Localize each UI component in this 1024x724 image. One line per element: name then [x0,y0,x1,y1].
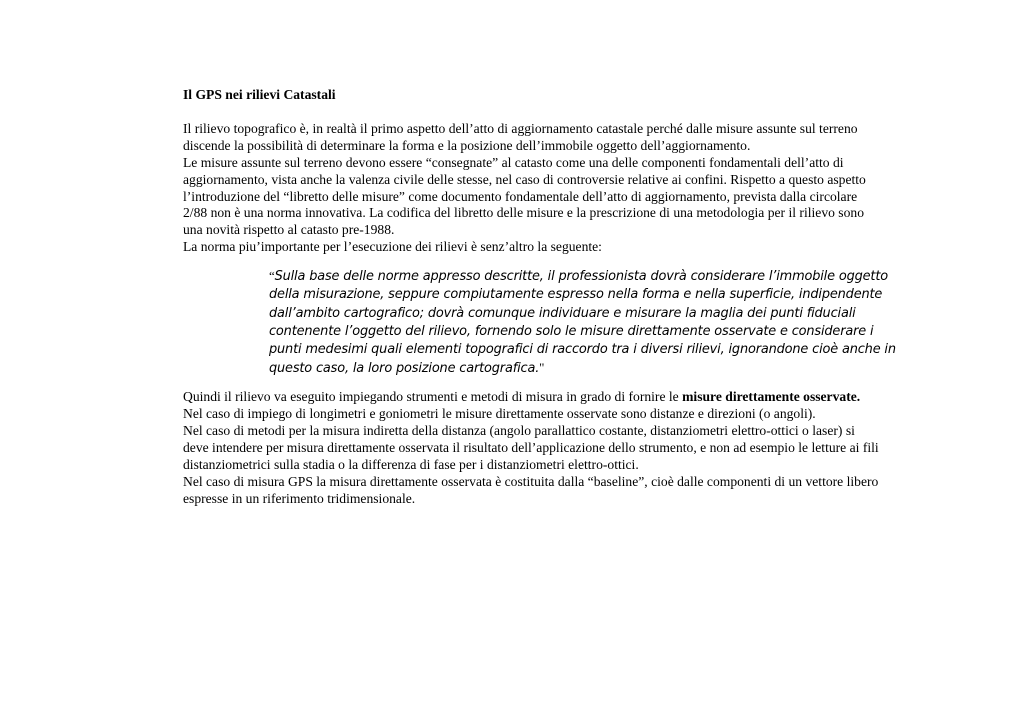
quote-text: Sulla base delle norme appresso descritte, il professionista dovrà considerare l’immobile oggetto della misurazione, seppure compiutamente espresso nella forma e nella superficie, indipendente dall’ambito cartografico; dovrà comunque individuare e misurare la maglia dei punti fiduciali contenente l’oggetto del rilievo, fornendo solo le misure direttamente osservate e considerare i punti medesimi quali elementi topografici di raccordo tra i diversi rilievi, ignorandone cioè anche in questo caso, la loro posizione cartografica. [269,269,896,377]
quote-open-mark: “ [269,269,275,284]
paragraph-misura-indiretta: Nel caso di metodi per la misura indiretta della distanza (angolo parallattico costante, distanziometri elettro-ottici o laser) si deve intendere per misura direttamente osservata il risultato dell’applicazione dello strumento, e non ad esempio le letture ai fili distanziometrici sulla stadia o la differenza di fase per i distanziometri elettro-ottici. [183,423,879,472]
document-body [183,87,896,508]
paragraph-consegnate: Le misure assunte sul terreno devono essere “consegnate” al catasto come una delle componenti fondamentali dell’atto di aggiornamento, vista anche la valenza civile delle stesse, nel caso di controversie relative ai confini. Rispetto a questo aspetto l’introduzione del “libretto delle misure” come documento fondamentale dell’atto di aggiornamento, prevista dalla circolare 2/88 non è una norma innovativa. La codifica del libretto delle misure e la prescrizione di una metodologia per il rilievo sono una novità rispetto al catasto pre-1988. [183,154,866,238]
paragraph-longimetri: Nel caso di impiego di longimetri e goniometri le misure direttamente osservate sono distanze e direzioni (o angoli). [183,406,816,422]
block-quote [269,267,899,378]
document-title: Il GPS nei rilievi Catastali [183,87,336,102]
paragraph-quindi-text: Quindi il rilievo va eseguito impiegando strumenti e metodi di misura in grado di fornire le [183,389,683,405]
paragraph-quindi-bold: misure direttamente osservate. [682,389,861,405]
quote-close-mark: " [539,361,545,376]
paragraph-gps: Nel caso di misura GPS la misura direttamente osservata è costituita dalla “baseline”, cioè dalle componenti di un vettore libero espresse in un riferimento tridimensionale. [183,473,879,506]
paragraph-intro: Il rilievo topografico è, in realtà il primo aspetto dell’atto di aggiornamento catastale perché dalle misure assunte sul terreno discende la possibilità di determinare la forma e la posizione dell’immobile oggetto dell’aggiornamento. [183,120,858,153]
paragraph-quindi [183,389,883,406]
spacer [183,104,883,121]
paragraph-norma: La norma piu’importante per l’esecuzione dei rilievi è senz’altro la seguente: [183,239,602,255]
